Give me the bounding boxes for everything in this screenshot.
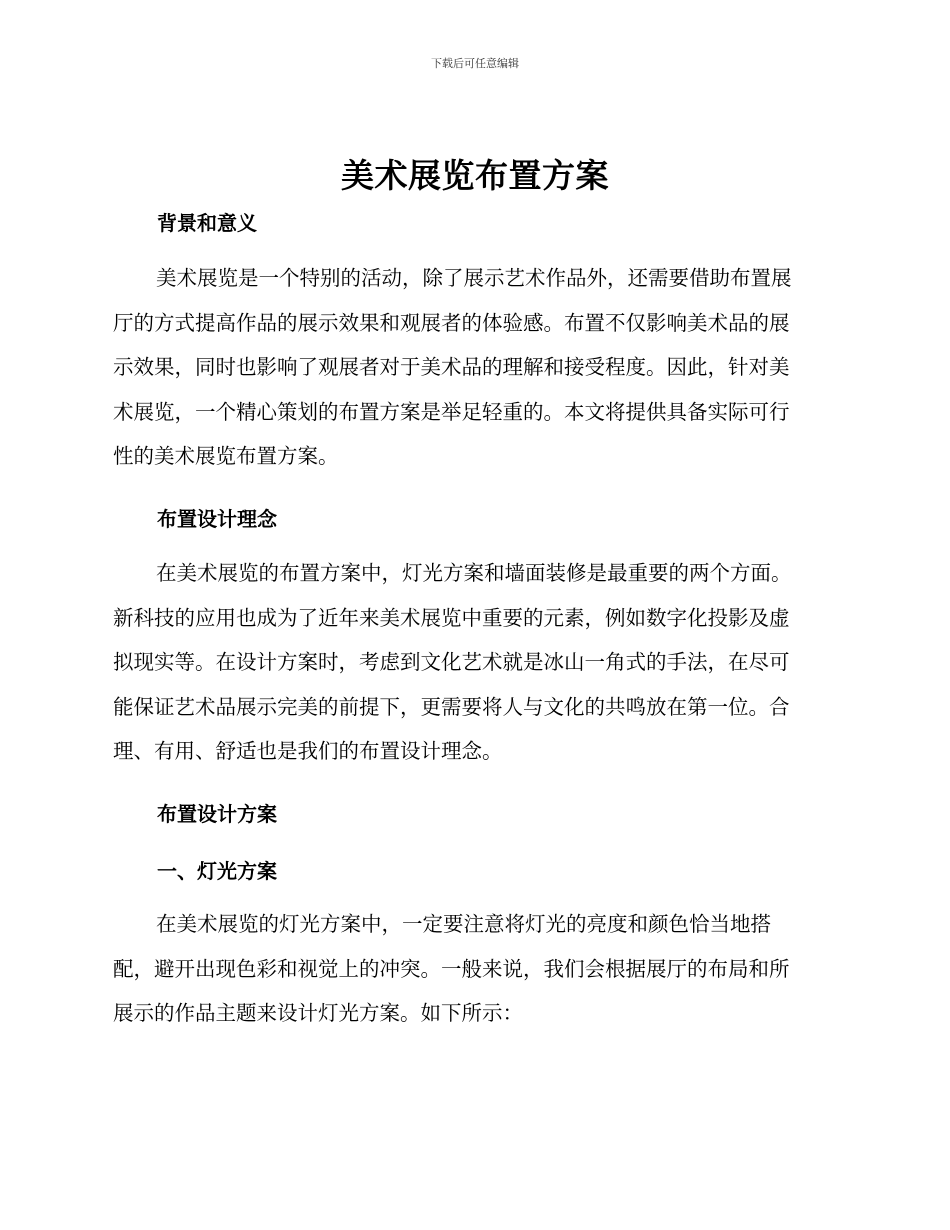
- paragraph-line: 拟现实等。在设计方案时，考虑到文化艺术就是冰山一角式的手法，在尽可: [113, 650, 790, 674]
- section-heading-concept: 布置设计理念: [157, 507, 277, 531]
- paragraph-lighting: [113, 902, 853, 1036]
- paragraph-line: 术展览，一个精心策划的布置方案是举足轻重的。本文将提供具备实际可行: [113, 399, 790, 424]
- section-heading-plan: 布置设计方案: [157, 802, 277, 826]
- paragraph-line: 美术展览是一个特别的活动，除了展示艺术作品外，还需要借助布置展: [156, 266, 792, 290]
- section-heading-lighting: 一、灯光方案: [157, 859, 277, 883]
- paragraph-line: 配，避开出现色彩和视觉上的冲突。一般来说，我们会根据展厅的布局和所: [113, 956, 790, 981]
- paragraph-line: 性的美术展览布置方案。: [113, 444, 339, 468]
- document-title: 美术展览布置方案: [341, 156, 609, 195]
- section-heading-background: 背景和意义: [157, 211, 257, 235]
- paragraph-line: 在美术展览的布置方案中，灯光方案和墙面装修是最重要的两个方面。: [156, 561, 792, 585]
- header-note: 下载后可任意编辑: [431, 57, 519, 70]
- paragraph-background: [113, 256, 853, 479]
- paragraph-line: 厅的方式提高作品的展示效果和观展者的体验感。布置不仅影响美术品的展: [113, 310, 790, 335]
- paragraph-concept: [113, 551, 853, 774]
- paragraph-line: 在美术展览的灯光方案中，一定要注意将灯光的亮度和颜色恰当地搭: [156, 912, 771, 936]
- paragraph-line: 理、有用、舒适也是我们的布置设计理念。: [113, 739, 503, 763]
- paragraph-line: 新科技的应用也成为了近年来美术展览中重要的元素，例如数字化投影及虚: [113, 605, 790, 630]
- paragraph-line: 能保证艺术品展示完美的前提下，更需要将人与文化的共鸣放在第一位。合: [113, 694, 790, 719]
- paragraph-line: 展示的作品主题来设计灯光方案。如下所示：: [113, 1001, 523, 1025]
- paragraph-line: 示效果，同时也影响了观展者对于美术品的理解和接受程度。因此，针对美: [113, 355, 790, 379]
